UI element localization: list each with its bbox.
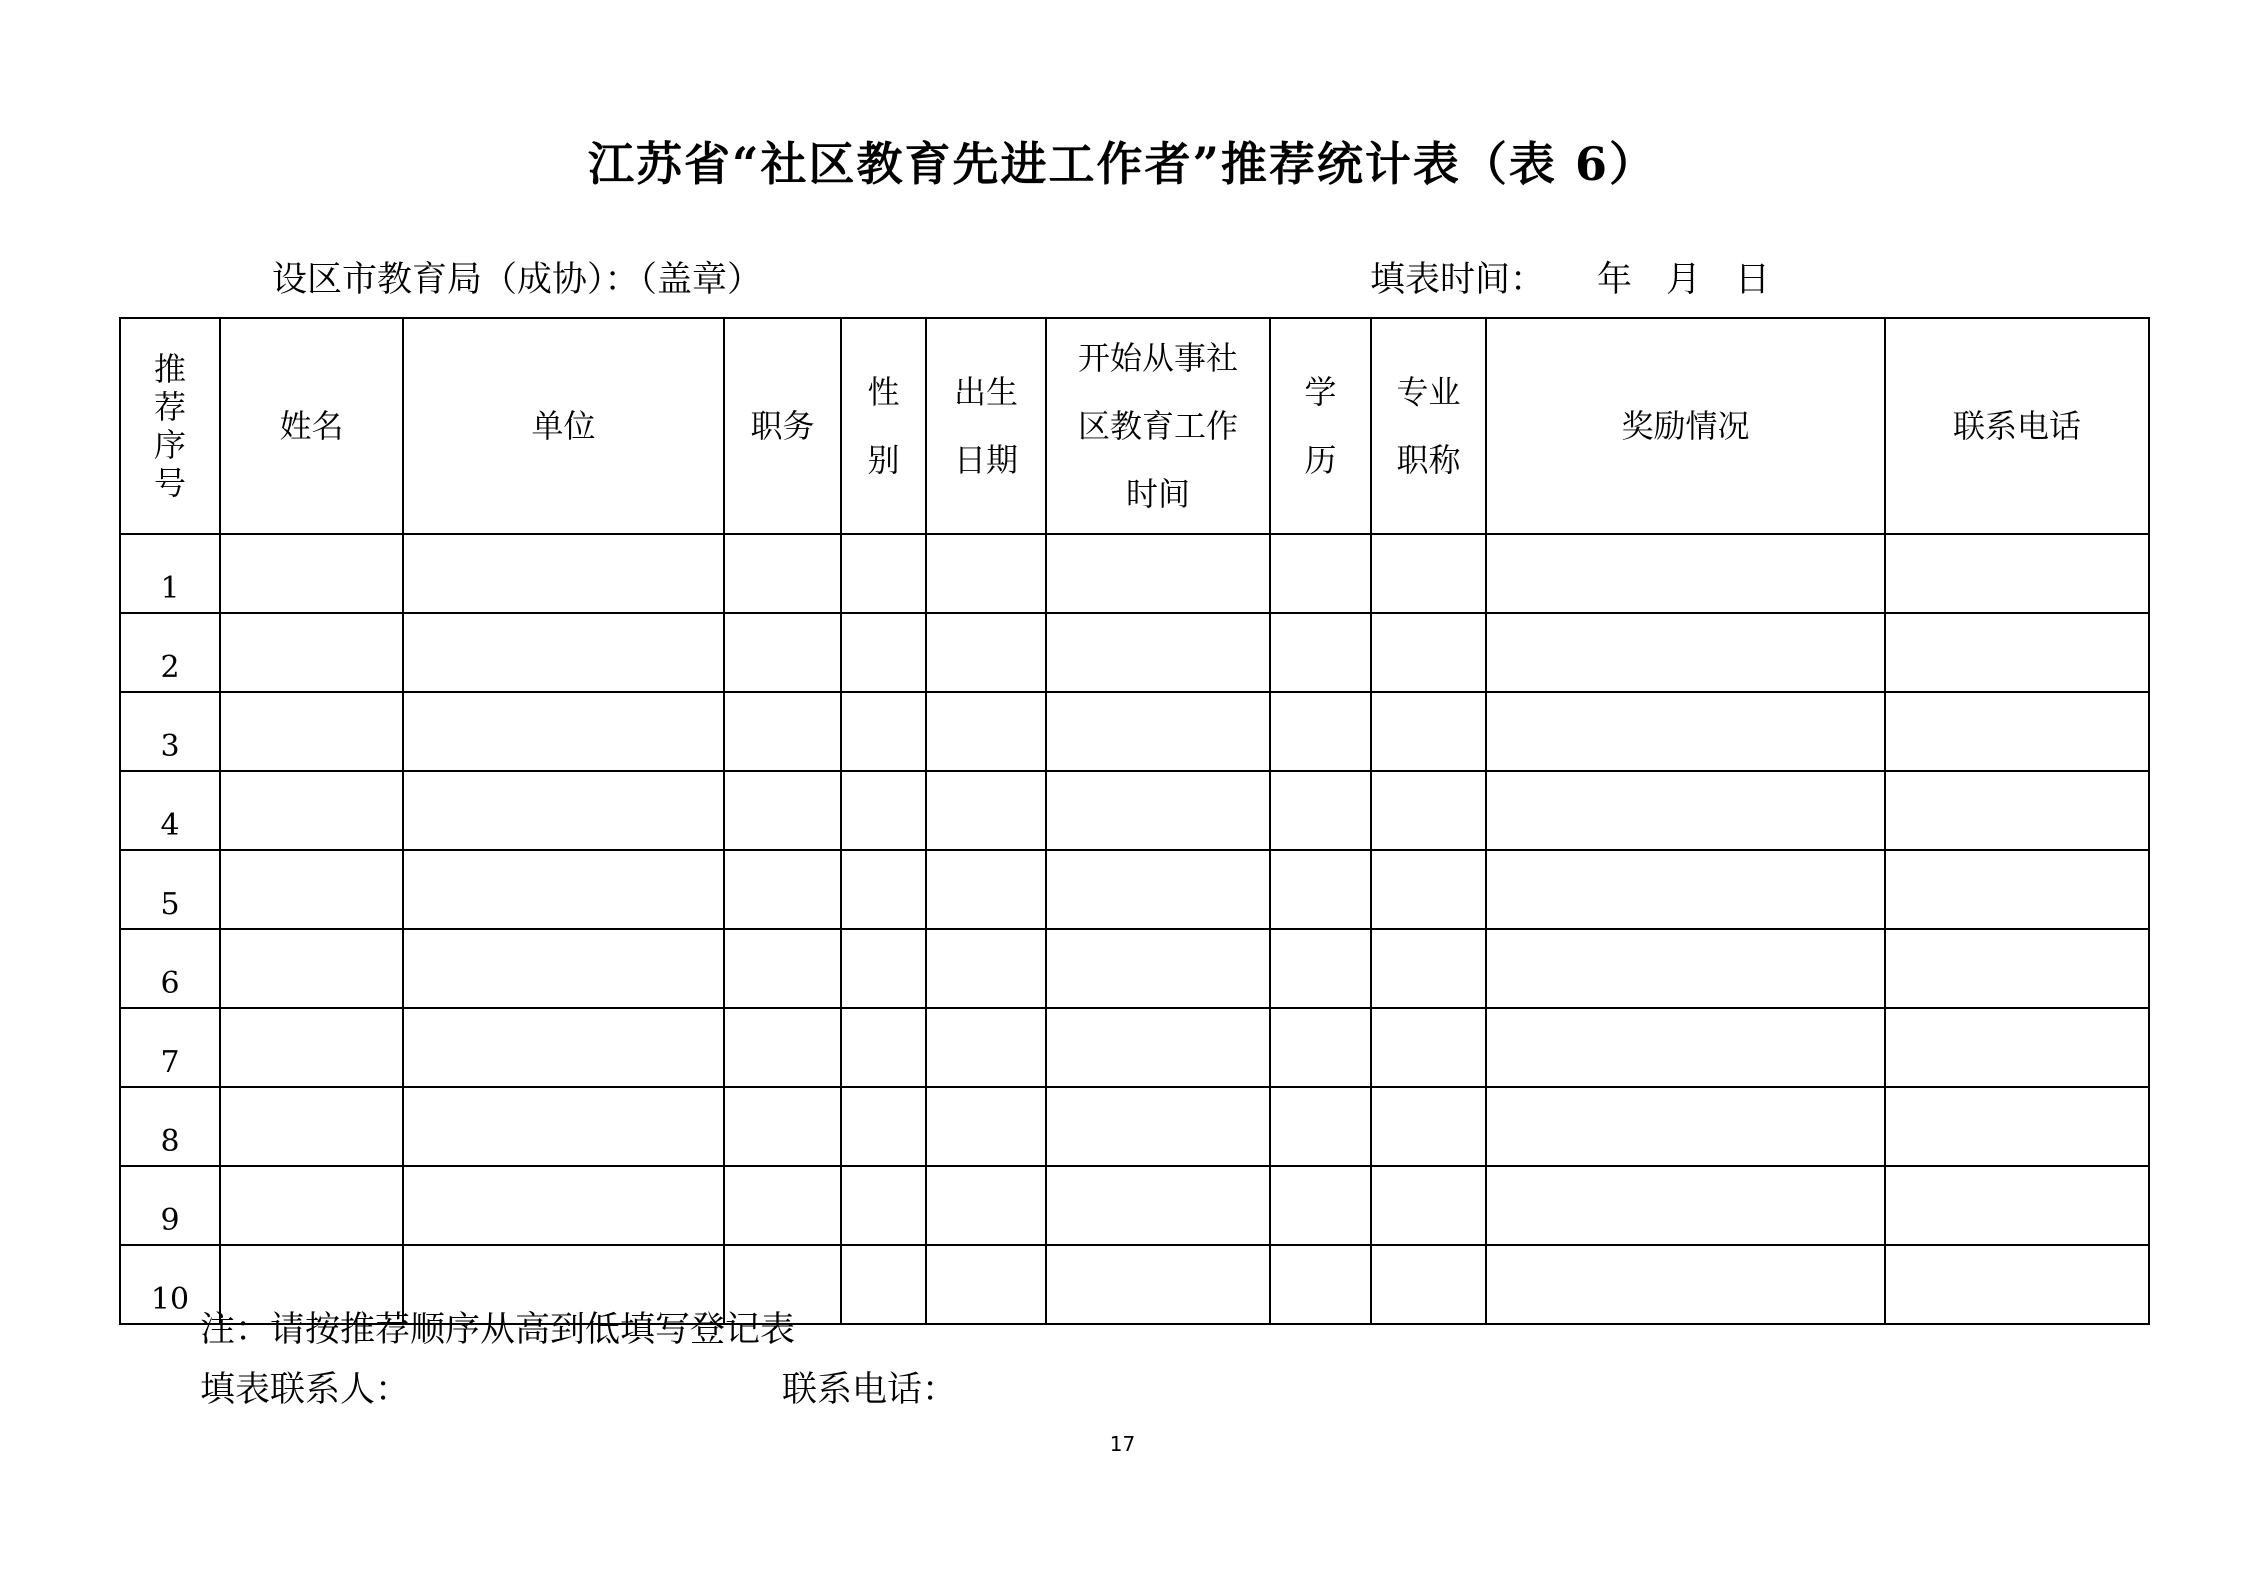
- table-cell[interactable]: [220, 613, 403, 692]
- table-cell[interactable]: [1046, 1166, 1270, 1245]
- table-cell[interactable]: [220, 850, 403, 929]
- table-cell[interactable]: [1270, 692, 1371, 771]
- table-cell[interactable]: [1270, 1166, 1371, 1245]
- table-cell[interactable]: [1371, 613, 1486, 692]
- table-cell[interactable]: [1046, 613, 1270, 692]
- table-cell[interactable]: [1885, 1008, 2149, 1087]
- row-number: 7: [120, 1008, 220, 1087]
- table-cell[interactable]: [1885, 534, 2149, 613]
- table-cell[interactable]: [1885, 850, 2149, 929]
- row-number: 2: [120, 613, 220, 692]
- table-cell[interactable]: [1486, 929, 1885, 1008]
- table-cell[interactable]: [403, 1008, 724, 1087]
- contact-phone-label: 联系电话：: [782, 1370, 958, 1410]
- table-cell[interactable]: [1885, 929, 2149, 1008]
- table-cell[interactable]: [841, 1008, 926, 1087]
- table-cell[interactable]: [841, 692, 926, 771]
- row-number: 10: [120, 1245, 220, 1324]
- header-education: 学 历: [1270, 318, 1371, 534]
- header-start-time: 开始从事社 区教育工作 时间: [1046, 318, 1270, 534]
- header-gender: 性 别: [841, 318, 926, 534]
- table-cell[interactable]: [926, 929, 1046, 1008]
- table-cell[interactable]: [1486, 771, 1885, 850]
- table-row: [120, 1166, 2149, 1245]
- header-name: 姓名: [220, 318, 403, 534]
- fill-time: [1370, 252, 1770, 302]
- table-cell[interactable]: [1270, 1008, 1371, 1087]
- header-phone: 联系电话: [1885, 318, 2149, 534]
- table-cell[interactable]: [1885, 1245, 2149, 1324]
- header-position: 职务: [724, 318, 841, 534]
- table-cell[interactable]: [926, 1087, 1046, 1166]
- table-cell[interactable]: [1371, 1087, 1486, 1166]
- table-cell[interactable]: [1270, 613, 1371, 692]
- table-cell[interactable]: [403, 692, 724, 771]
- table-cell[interactable]: [724, 929, 841, 1008]
- header-professional-title: 专业 职称: [1371, 318, 1486, 534]
- table-cell[interactable]: [1486, 1008, 1885, 1087]
- table-cell[interactable]: [926, 1008, 1046, 1087]
- table-cell[interactable]: [1885, 692, 2149, 771]
- table-cell[interactable]: [1046, 771, 1270, 850]
- table-row: [120, 929, 2149, 1008]
- header-serial: 推 荐 序 号: [120, 318, 220, 534]
- row-number: 8: [120, 1087, 220, 1166]
- table-cell[interactable]: [220, 534, 403, 613]
- table-cell[interactable]: [724, 771, 841, 850]
- table-cell[interactable]: [1486, 1166, 1885, 1245]
- table-cell[interactable]: [926, 771, 1046, 850]
- table-cell[interactable]: [1270, 771, 1371, 850]
- table-cell[interactable]: [841, 850, 926, 929]
- header-unit: 单位: [403, 318, 724, 534]
- page-title: 江苏省“社区教育先进工作者”推荐统计表（表 6）: [588, 137, 1657, 191]
- table-cell[interactable]: [1486, 534, 1885, 613]
- table-row: [120, 850, 2149, 929]
- table-cell[interactable]: [1046, 1087, 1270, 1166]
- table-cell[interactable]: [724, 1008, 841, 1087]
- table-cell[interactable]: [220, 1166, 403, 1245]
- table-cell[interactable]: [926, 850, 1046, 929]
- table-cell[interactable]: [1046, 1245, 1270, 1324]
- table-cell[interactable]: [841, 929, 926, 1008]
- table-cell[interactable]: [841, 1166, 926, 1245]
- header-awards: 奖励情况: [1486, 318, 1885, 534]
- table-cell[interactable]: [724, 1087, 841, 1166]
- table-cell[interactable]: [1371, 692, 1486, 771]
- table-cell[interactable]: [1486, 1245, 1885, 1324]
- table-row: [120, 534, 2149, 613]
- table-cell[interactable]: [220, 1008, 403, 1087]
- table-cell[interactable]: [841, 534, 926, 613]
- table-cell[interactable]: [724, 613, 841, 692]
- row-number: 4: [120, 771, 220, 850]
- table-cell[interactable]: [1371, 1166, 1486, 1245]
- table-cell[interactable]: [1046, 929, 1270, 1008]
- table-row: [120, 771, 2149, 850]
- table-row: [120, 1008, 2149, 1087]
- table-cell[interactable]: [1270, 850, 1371, 929]
- district-bureau-label: 设区市教育局（成协）：（盖章）: [272, 260, 763, 300]
- row-number: 5: [120, 850, 220, 929]
- table-cell[interactable]: [926, 534, 1046, 613]
- table-row: [120, 1087, 2149, 1166]
- table-cell[interactable]: [1371, 1008, 1486, 1087]
- recommendation-table: [119, 317, 2150, 1325]
- table-header-row: [120, 318, 2149, 534]
- table-cell[interactable]: [926, 1166, 1046, 1245]
- table-cell[interactable]: [403, 1087, 724, 1166]
- table-cell[interactable]: [1885, 613, 2149, 692]
- page-number: 17: [1109, 1432, 1136, 1456]
- table-cell[interactable]: [403, 929, 724, 1008]
- table-cell[interactable]: [1885, 1166, 2149, 1245]
- table-cell[interactable]: [1046, 692, 1270, 771]
- table-cell[interactable]: [403, 534, 724, 613]
- day-label: 日: [1735, 260, 1771, 300]
- table-cell[interactable]: [1046, 534, 1270, 613]
- table-cell[interactable]: [926, 613, 1046, 692]
- table-cell[interactable]: [1371, 1245, 1486, 1324]
- table-cell[interactable]: [1371, 850, 1486, 929]
- table-cell[interactable]: [1486, 1087, 1885, 1166]
- table-cell[interactable]: [841, 771, 926, 850]
- table-cell[interactable]: [1371, 929, 1486, 1008]
- table-cell[interactable]: [926, 1245, 1046, 1324]
- row-number: 9: [120, 1166, 220, 1245]
- table-cell[interactable]: [220, 929, 403, 1008]
- table-cell[interactable]: [724, 692, 841, 771]
- table-row: [120, 613, 2149, 692]
- table-cell[interactable]: [220, 692, 403, 771]
- table-cell[interactable]: [841, 1245, 926, 1324]
- contact-line: [200, 1362, 958, 1412]
- row-number: 6: [120, 929, 220, 1008]
- table-cell[interactable]: [724, 1166, 841, 1245]
- header-birth-date: 出生 日期: [926, 318, 1046, 534]
- table-row: [120, 692, 2149, 771]
- table-cell[interactable]: [1486, 850, 1885, 929]
- table-cell[interactable]: [1885, 1087, 2149, 1166]
- table-cell[interactable]: [1270, 534, 1371, 613]
- table-cell[interactable]: [724, 534, 841, 613]
- table-cell[interactable]: [926, 692, 1046, 771]
- table-cell[interactable]: [841, 613, 926, 692]
- table-cell[interactable]: [841, 1087, 926, 1166]
- table-cell[interactable]: [403, 850, 724, 929]
- table-cell[interactable]: [1371, 771, 1486, 850]
- table-cell[interactable]: [1046, 1008, 1270, 1087]
- contact-person-label: 填表联系人：: [200, 1370, 411, 1410]
- year-label: 年: [1597, 260, 1633, 300]
- table-body: [120, 534, 2149, 1324]
- table-cell[interactable]: [1270, 1087, 1371, 1166]
- table-cell[interactable]: [220, 771, 403, 850]
- row-number: 3: [120, 692, 220, 771]
- table-cell[interactable]: [220, 1087, 403, 1166]
- table-cell[interactable]: [1371, 534, 1486, 613]
- table-cell[interactable]: [1486, 613, 1885, 692]
- note-text: 注：请按推荐顺序从高到低填写登记表: [200, 1310, 796, 1350]
- month-label: 月: [1666, 260, 1702, 300]
- table-cell[interactable]: [403, 613, 724, 692]
- table-cell[interactable]: [403, 771, 724, 850]
- table-cell[interactable]: [1885, 771, 2149, 850]
- table-cell[interactable]: [1486, 692, 1885, 771]
- table-cell[interactable]: [403, 1166, 724, 1245]
- table-cell[interactable]: [724, 850, 841, 929]
- table-cell[interactable]: [1270, 1245, 1371, 1324]
- row-number: 1: [120, 534, 220, 613]
- fill-time-label: 填表时间：: [1370, 260, 1546, 300]
- table-cell[interactable]: [1270, 929, 1371, 1008]
- table-cell[interactable]: [1046, 850, 1270, 929]
